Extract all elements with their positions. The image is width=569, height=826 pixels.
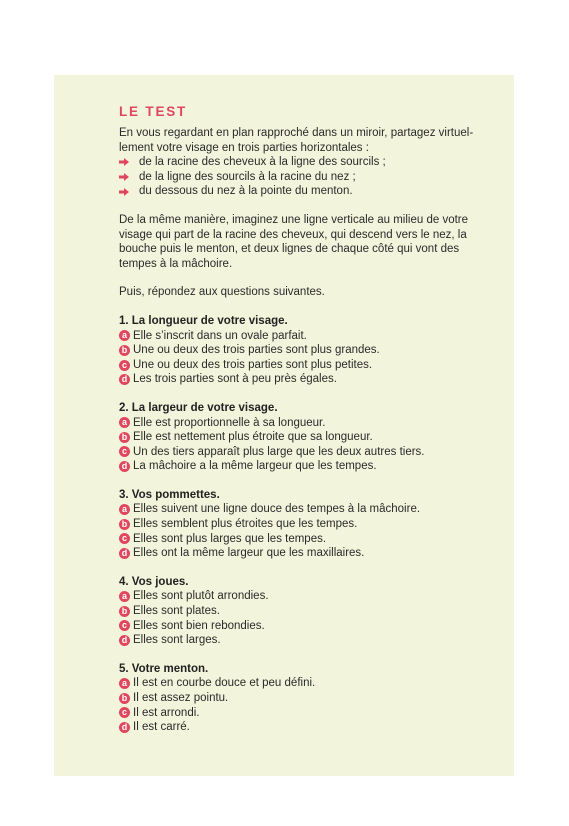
option-badge: c bbox=[119, 446, 130, 457]
option-text: Elles semblent plus étroites que les tempes. bbox=[133, 518, 358, 531]
option-text: Un des tiers apparaît plus large que les deux autres tiers. bbox=[133, 445, 425, 458]
option-badge: c bbox=[119, 620, 130, 631]
option-text: Elles sont bien rebondies. bbox=[133, 619, 265, 632]
option-badge: b bbox=[119, 693, 130, 704]
answer-option bbox=[119, 358, 494, 373]
option-badge: a bbox=[119, 330, 130, 341]
option-badge: d bbox=[119, 461, 130, 472]
answer-option bbox=[119, 459, 494, 474]
answer-option bbox=[119, 720, 494, 735]
option-badge: b bbox=[119, 606, 130, 617]
option-text: Une ou deux des trois parties sont plus grandes. bbox=[133, 344, 380, 357]
option-badge: c bbox=[119, 360, 130, 371]
option-badge: d bbox=[119, 374, 130, 385]
option-text: Elles sont larges. bbox=[133, 634, 221, 647]
question-title: 4. Vos joues. bbox=[119, 575, 189, 588]
option-text: Elle s’inscrit dans un ovale parfait. bbox=[133, 329, 307, 342]
option-text: Il est en courbe douce et peu défini. bbox=[133, 677, 316, 690]
option-badge: a bbox=[119, 504, 130, 515]
question-3 bbox=[119, 488, 494, 561]
answer-option bbox=[119, 517, 494, 532]
intro-bullet-text: de la racine des cheveux à la ligne des sourcils ; bbox=[139, 156, 386, 169]
arrow-right-icon bbox=[119, 170, 131, 184]
option-badge: b bbox=[119, 345, 130, 356]
paragraph-vertical-lines: De la même manière, imaginez une ligne verticale au milieu de votre visage qui part de la racine des cheveux, qui descend vers le nez, la bouche puis le menton, et deux lignes de chaque côté qui vont des tempes à la mâchoire. bbox=[119, 213, 469, 270]
option-badge: a bbox=[119, 678, 130, 689]
question-2 bbox=[119, 401, 494, 474]
option-badge: d bbox=[119, 722, 130, 733]
answer-option bbox=[119, 619, 494, 634]
option-badge: c bbox=[119, 707, 130, 718]
intro-bullet-list bbox=[119, 155, 494, 199]
option-text: Il est assez pointu. bbox=[133, 692, 229, 704]
option-text: Elles ont la même largeur que les maxillaires. bbox=[133, 547, 365, 560]
paragraph-instructions: Puis, répondez aux questions suivantes. bbox=[119, 286, 325, 299]
answer-option bbox=[119, 706, 494, 721]
option-text: Elles sont plus larges que les tempes. bbox=[133, 532, 327, 545]
option-text: Elle est nettement plus étroite que sa longueur. bbox=[133, 431, 373, 444]
answer-option bbox=[119, 589, 494, 604]
option-badge: d bbox=[119, 635, 130, 646]
intro-text: En vous regardant en plan rapproché dans un miroir, partagez virtuellement votre visage en trois parties horizontales : bbox=[119, 127, 474, 154]
option-text: Elle est proportionnelle à sa longueur. bbox=[133, 416, 326, 429]
answer-option bbox=[119, 546, 494, 561]
section-title: LE TEST bbox=[119, 104, 188, 119]
option-text: Il est carré. bbox=[133, 721, 190, 734]
intro-bullet-text: du dessous du nez à la pointe du menton. bbox=[139, 185, 353, 198]
option-text: Elles suivent une ligne douce des tempes à la mâchoire. bbox=[133, 503, 421, 516]
answer-option bbox=[119, 676, 494, 691]
answer-option bbox=[119, 532, 494, 547]
question-title: 5. Votre menton. bbox=[119, 662, 209, 675]
option-text: Il est arrondi. bbox=[133, 706, 200, 719]
answer-option bbox=[119, 691, 494, 706]
arrow-right-icon bbox=[119, 185, 131, 199]
answer-option bbox=[119, 329, 494, 344]
question-1 bbox=[119, 314, 494, 387]
answer-option bbox=[119, 633, 494, 648]
intro-bullet-text: de la ligne des sourcils à la racine du nez ; bbox=[139, 170, 356, 183]
option-text: Elles sont plates. bbox=[133, 605, 220, 618]
answer-option bbox=[119, 604, 494, 619]
option-badge: a bbox=[119, 417, 130, 428]
option-text: Elles sont plutôt arrondies. bbox=[133, 590, 269, 603]
option-badge: a bbox=[119, 591, 130, 602]
question-title: 1. La longueur de votre visage. bbox=[119, 314, 288, 327]
option-text: La mâchoire a la même largeur que les tempes. bbox=[133, 460, 377, 473]
answer-option bbox=[119, 343, 494, 358]
question-5 bbox=[119, 662, 494, 735]
option-badge: d bbox=[119, 548, 130, 559]
question-4 bbox=[119, 575, 494, 648]
option-text: Les trois parties sont à peu près égales. bbox=[133, 373, 337, 386]
question-title: 2. La largeur de votre visage. bbox=[119, 401, 278, 414]
answer-option bbox=[119, 430, 494, 445]
test-content bbox=[119, 104, 494, 749]
option-badge: b bbox=[119, 432, 130, 443]
option-badge: b bbox=[119, 519, 130, 530]
answer-option bbox=[119, 416, 494, 431]
intro-bullet bbox=[119, 155, 494, 170]
arrow-right-icon bbox=[119, 155, 131, 169]
intro-bullet bbox=[119, 170, 494, 185]
answer-option bbox=[119, 445, 494, 460]
intro-bullet bbox=[119, 184, 494, 199]
question-title: 3. Vos pommettes. bbox=[119, 488, 220, 501]
option-badge: c bbox=[119, 533, 130, 544]
answer-option bbox=[119, 372, 494, 387]
option-text: Une ou deux des trois parties sont plus petites. bbox=[133, 358, 373, 371]
answer-option bbox=[119, 502, 494, 517]
